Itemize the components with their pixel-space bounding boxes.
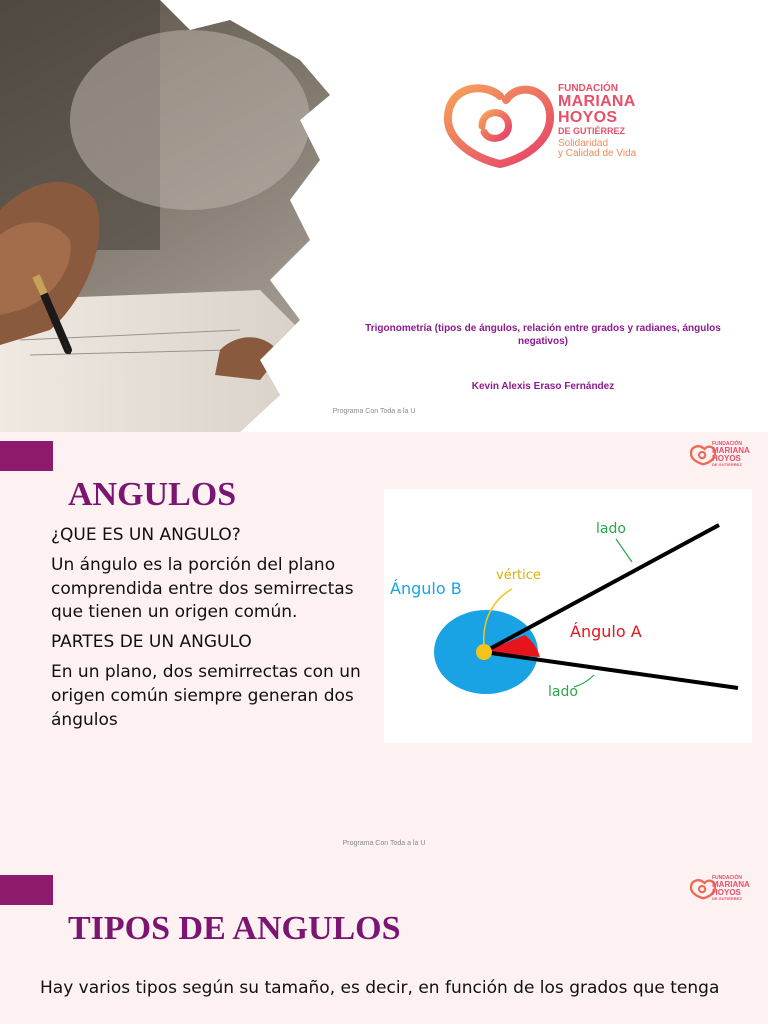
small-brand-line1: FUNDACIÓN: [712, 441, 742, 447]
small-logo: [690, 440, 762, 470]
cover-title: Trigonometría (tipos de ángulos, relación entre grados y radianes, ángulos negativos): [365, 323, 721, 347]
cover-author: Kevin Alexis Eraso Fernández: [471, 381, 615, 392]
parts-heading: PARTES DE UN ANGULO: [51, 632, 252, 653]
slide3-title: TIPOS DE ANGULOS: [68, 910, 401, 947]
angles-slide: [0, 432, 768, 864]
label-angulo-b: Ángulo B: [390, 579, 462, 598]
slide2-footer: Programa Con Toda a la U: [342, 840, 426, 847]
small-brand-line4: DE GUTIÉRREZ: [712, 462, 742, 467]
brand-line4: DE GUTIÉRREZ: [558, 126, 626, 136]
small2-brand-line3: HOYOS: [712, 888, 741, 897]
small2-brand-line4: DE GUTIÉRREZ: [712, 896, 742, 901]
small2-brand-line1: FUNDACIÓN: [712, 875, 742, 881]
small-logo-2: [690, 874, 762, 904]
angle-types-intro: Hay varios tipos según su tamaño, es decir, en función de los grados que tenga: [40, 978, 720, 998]
question-text: ¿QUE ES UN ANGULO?: [51, 525, 241, 545]
definition-text: Un ángulo es la porción del plano comprendida entre dos semirrectas que tienen un origen común.: [51, 554, 354, 623]
accent-bar-2: [0, 875, 53, 905]
angle-types-slide: [0, 864, 768, 1024]
brand-line3: HOYOS: [558, 109, 618, 126]
angle-diagram: [384, 489, 752, 743]
label-vertice: vértice: [496, 568, 541, 583]
label-lado-bottom: lado: [548, 684, 578, 700]
cover-footer: Programa Con Toda a la U: [332, 408, 416, 415]
brand-tag1: Solidaridad: [558, 138, 609, 149]
label-lado-top: lado: [596, 521, 626, 537]
cover-slide: [0, 0, 768, 432]
cover-photo: [0, 0, 768, 432]
brand-line2: MARIANA: [558, 93, 636, 110]
angle-explanation: [51, 524, 371, 738]
vertex-point: [476, 644, 492, 660]
slide-title: ANGULOS: [68, 476, 237, 513]
parts-text: En un plano, dos semirrectas con un origen común siempre generan dos ángulos: [51, 661, 361, 730]
accent-bar: [0, 441, 53, 471]
label-angulo-a: Ángulo A: [570, 622, 642, 641]
brand-tag2: y Calidad de Vida: [558, 148, 637, 159]
small-brand-line3: HOYOS: [712, 454, 741, 463]
brand-line1: FUNDACIÓN: [558, 83, 618, 94]
small2-brand-line2: MARIANA: [712, 880, 750, 889]
foundation-name: [558, 84, 636, 159]
small-brand-line2: MARIANA: [712, 446, 750, 455]
